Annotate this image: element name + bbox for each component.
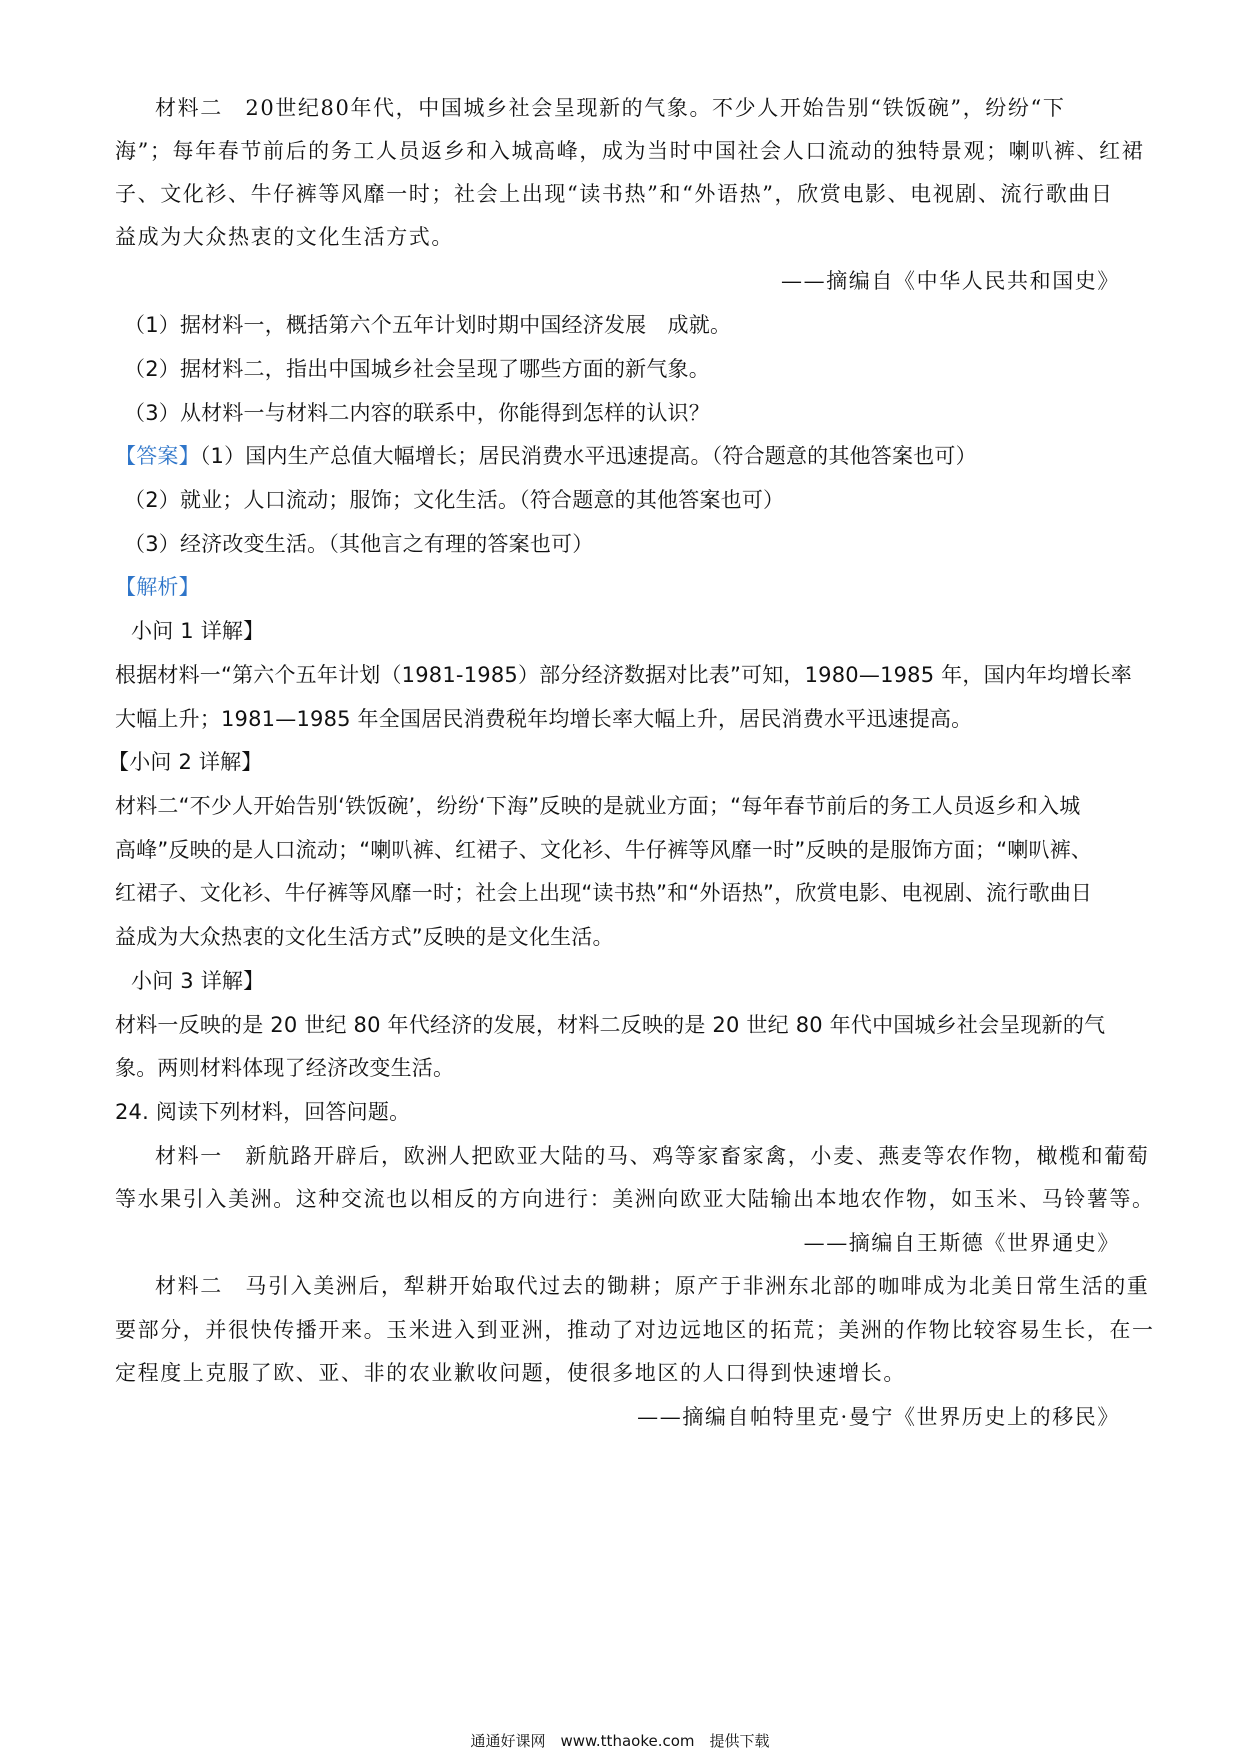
analysis-q2-line-1: 材料二“不少人开始告别‘铁饭碗’，纷纷‘下海”反映的是就业方面；“每年春节前后的务工人员返乡和入城 [115,794,1081,818]
analysis-q1-line-2: 大幅上升；1981—1985 年全国居民消费税年均增长率大幅上升，居民消费水平迅速提高。 [115,707,973,731]
question-1: （1）据材料一，概括第六个五年计划时期中国经济发展 成就。 [124,313,732,337]
analysis-q2-line-3: 红裙子、文化衫、牛仔裤等风靡一时；社会上出现“读书热”和“外语热”，欣赏电影、电视剧、流行歌曲日 [115,881,1093,905]
answer-line-2: （2）就业；人口流动；服饰；文化生活。（符合题意的其他答案也可） [124,488,785,512]
material-two-line-1: 材料二 20世纪80年代，中国城乡社会呈现新的气象。不少人开始告别“铁饭碗”，纷纷“下 [155,96,1066,120]
answer-line-3: （3）经济改变生活。（其他言之有理的答案也可） [124,532,594,556]
material-two-line-3: 子、文化衫、牛仔裤等风靡一时；社会上出现“读书热”和“外语热”，欣赏电影、电视剧、流行歌曲日 [115,182,1114,206]
material-two-source: ——摘编自《中华人民共和国史》 [781,269,1120,293]
analysis-q2-heading: 【小问 2 详解】 [108,750,263,774]
analysis-q3-line-2: 象。两则材料体现了经济改变生活。 [115,1056,455,1080]
q24-material-two-line-3: 定程度上克服了欧、亚、非的农业歉收问题，使很多地区的人口得到快速增长。 [115,1361,906,1385]
analysis-q3-line-1: 材料一反映的是 20 世纪 80 年代经济的发展，材料二反映的是 20 世纪 80 年代中国城乡社会呈现新的气 [115,1013,1106,1037]
page-footer: 通通好课网 www.tthaoke.com 提供下载 [470,1732,770,1750]
question-2: （2）据材料二，指出中国城乡社会呈现了哪些方面的新气象。 [124,357,710,381]
q24-material-one-source: ——摘编自王斯德《世界通史》 [803,1231,1120,1255]
analysis-q2-line-2: 高峰”反映的是人口流动；“喇叭裤、红裙子、文化衫、牛仔裤等风靡一时”反映的是服饰方面；“喇叭裤、 [115,838,1093,862]
q24-material-two-source: ——摘编自帕特里克·曼宁《世界历史上的移民》 [637,1405,1120,1429]
analysis-q1-heading: 小问 1 详解】 [131,619,265,643]
q24-material-two-line-1: 材料二 马引入美洲后，犁耕开始取代过去的锄耕；原产于非洲东北部的咖啡成为北美日常生活的重 [155,1274,1150,1298]
answer-line-1 [115,441,977,471]
analysis-q1-line-1: 根据材料一“第六个五年计划（1981-1985）部分经济数据对比表”可知，1980—1985 年，国内年均增长率 [115,663,1132,687]
answer-first: （1）国内生产总值大幅增长；居民消费水平迅速提高。（符合题意的其他答案也可） [199,444,977,468]
q24-material-one-line-2: 等水果引入美洲。这种交流也以相反的方向进行：美洲向欧亚大陆输出本地农作物，如玉米、马铃薯等。 [115,1187,1155,1211]
q24-material-two-line-2: 要部分，并很快传播开来。玉米进入到亚洲，推动了对边远地区的拓荒；美洲的作物比较容易生长，在一 [115,1318,1155,1342]
material-two-line-2: 海”；每年春节前后的务工人员返乡和入城高峰，成为当时中国社会人口流动的独特景观；喇叭裤、红裙 [115,139,1145,163]
analysis-q3-heading: 小问 3 详解】 [131,969,265,993]
analysis-label: 【解析】 [115,575,200,599]
question-3: （3）从材料一与材料二内容的联系中，你能得到怎样的认识？ [124,401,710,425]
question-24-stem: 24. 阅读下列材料，回答问题。 [115,1100,411,1124]
analysis-q2-line-4: 益成为大众热衷的文化生活方式”反映的是文化生活。 [115,925,614,949]
material-two-line-4: 益成为大众热衷的文化生活方式。 [115,225,454,249]
q24-material-one-line-1: 材料一 新航路开辟后，欧洲人把欧亚大陆的马、鸡等家畜家禽，小麦、燕麦等农作物，橄榄和葡萄 [155,1144,1150,1168]
answer-label: 【答案】 [115,444,200,468]
